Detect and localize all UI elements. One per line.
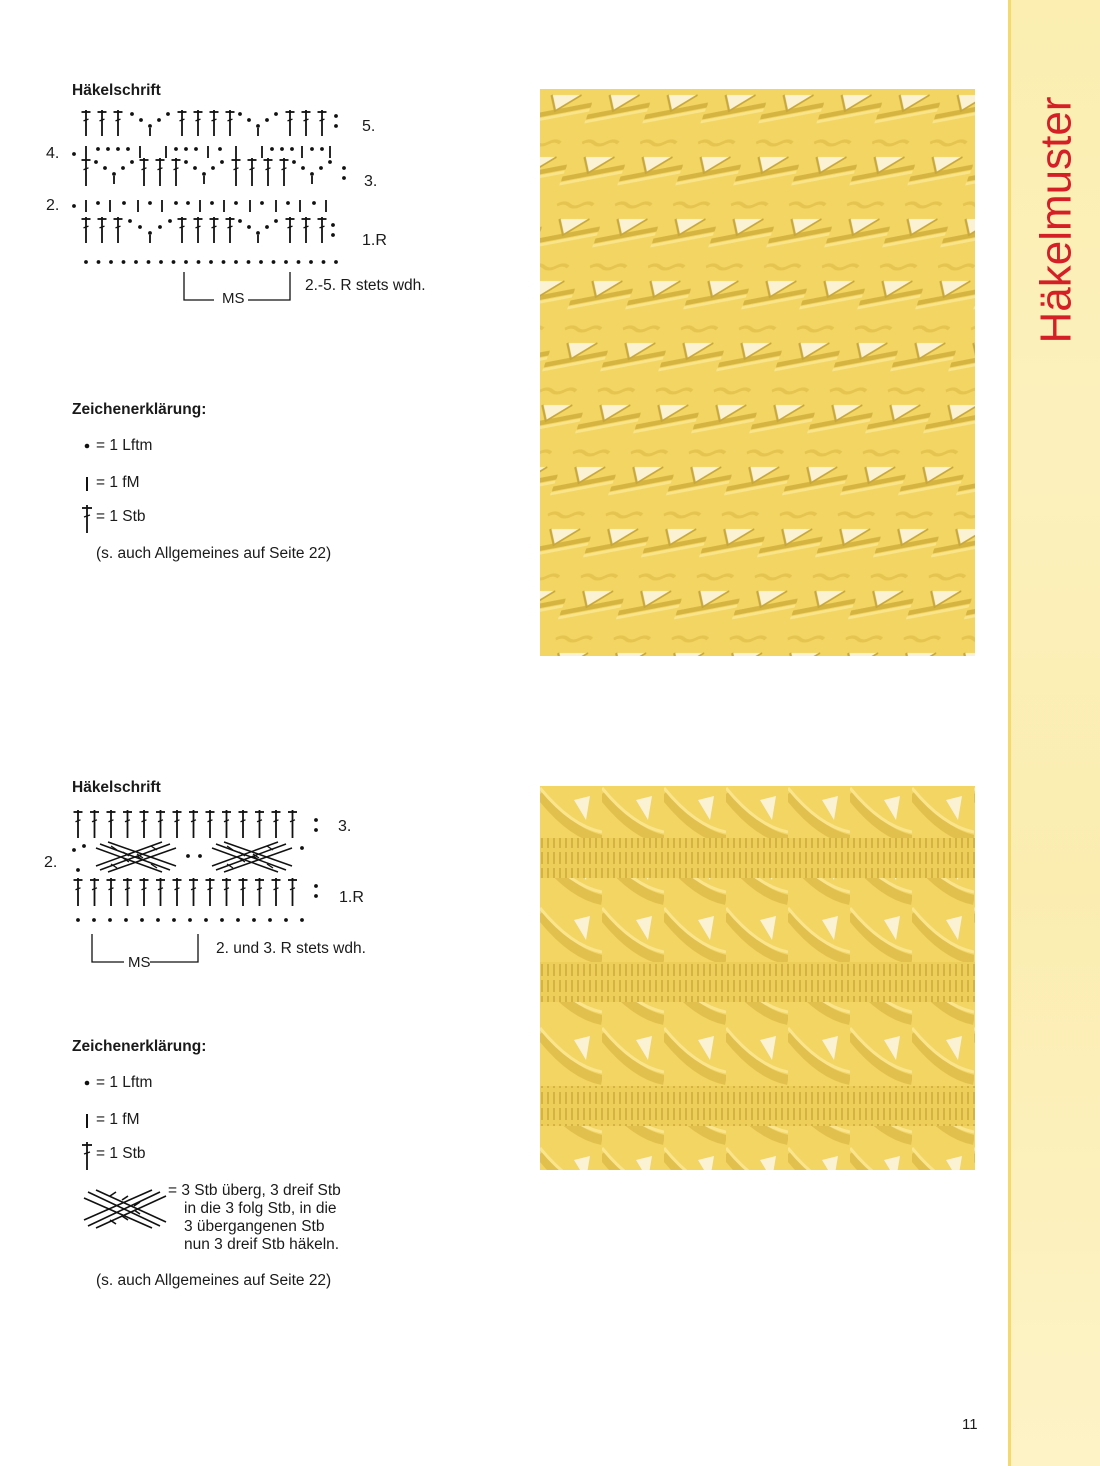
double-crochet-stitch — [210, 110, 219, 136]
double-crochet-stitch — [302, 217, 311, 243]
double-crochet-stitch — [222, 878, 231, 906]
chain-stitch — [220, 918, 224, 922]
double-crochet-stitch — [286, 217, 295, 243]
double-crochet-stitch — [178, 110, 187, 136]
double-crochet-stitch — [288, 878, 297, 906]
double-crochet-stitch — [239, 878, 248, 906]
chain-stitch — [211, 166, 215, 170]
chain-stitch — [274, 112, 278, 116]
chain-stitch — [265, 225, 269, 229]
chain-stitch — [301, 166, 305, 170]
chain-stitch — [72, 848, 76, 852]
chain-stitch — [210, 201, 214, 205]
single-crochet-icon — [78, 1110, 96, 1130]
chain-stitch — [270, 147, 274, 151]
chain-stitch — [265, 118, 269, 122]
double-crochet-stitch — [74, 878, 83, 906]
chain-stitch — [238, 219, 242, 223]
double-crochet-stitch — [255, 810, 264, 838]
chain-stitch — [112, 172, 116, 176]
chain-stitch — [158, 225, 162, 229]
chain-stitch — [193, 166, 197, 170]
double-crochet-stitch — [114, 217, 123, 243]
chain-stitch — [274, 219, 278, 223]
chain-stitch — [174, 201, 178, 205]
cross-line-1: = 3 Stb überg, 3 dreif Stb — [168, 1182, 341, 1199]
double-crochet-stitch — [172, 158, 181, 186]
chain-stitch — [124, 918, 128, 922]
double-crochet-stitch — [189, 810, 198, 838]
double-crochet-icon — [78, 504, 96, 534]
chain-stitch — [314, 884, 318, 888]
double-crochet-stitch — [178, 217, 187, 243]
repeat-note-2: 2. und 3. R stets wdh. — [216, 940, 366, 957]
row-label-2: 2. — [44, 854, 58, 871]
sidebar-title-text: Häkelmuster — [1031, 96, 1080, 344]
double-crochet-icon — [78, 1141, 96, 1171]
double-crochet-stitch — [98, 110, 107, 136]
chain-stitch — [334, 124, 338, 128]
legend-text: = 1 Stb — [96, 1145, 146, 1162]
chain-stitch — [256, 124, 260, 128]
legend-item-double-crochet — [78, 1141, 146, 1171]
chain-stitch — [331, 233, 335, 237]
double-crochet-stitch — [232, 158, 241, 186]
chain-stitch — [148, 231, 152, 235]
chain-stitch — [92, 918, 96, 922]
chain-stitch — [174, 147, 178, 151]
crossed-triple-crochet-stitch — [96, 842, 176, 872]
legend-item-single-crochet — [78, 473, 140, 493]
double-crochet-stitch — [189, 878, 198, 906]
repeat-bracket-right — [248, 272, 290, 300]
chain-stitch — [140, 918, 144, 922]
chain-stitch — [209, 260, 213, 264]
double-crochet-stitch — [280, 158, 289, 186]
chart-heading-2: Häkelschrift — [72, 779, 161, 796]
legend-footnote-2: (s. auch Allgemeines auf Seite 22) — [96, 1272, 332, 1289]
chain-stitch — [106, 147, 110, 151]
chain-stitch — [138, 225, 142, 229]
double-crochet-stitch — [140, 878, 149, 906]
section-sidebar — [1008, 0, 1100, 1466]
chain-stitch — [342, 176, 346, 180]
chain-stitch — [128, 219, 132, 223]
chain-stitch — [334, 114, 338, 118]
chain-stitch — [188, 918, 192, 922]
legend-item-double-crochet — [78, 504, 146, 534]
chain-stitch — [314, 894, 318, 898]
chain-stitch — [94, 160, 98, 164]
double-crochet-stitch — [98, 217, 107, 243]
double-crochet-stitch — [194, 110, 203, 136]
chain-stitch — [197, 260, 201, 264]
chain-stitch — [280, 147, 284, 151]
chain-stitch — [148, 124, 152, 128]
crossed-triple-crochet-stitch — [212, 842, 292, 872]
double-crochet-stitch — [107, 878, 116, 906]
double-crochet-stitch — [226, 110, 235, 136]
chain-stitch — [300, 918, 304, 922]
double-crochet-stitch — [264, 158, 273, 186]
chain-stitch — [284, 260, 288, 264]
chain-stitch — [234, 201, 238, 205]
chain-stitch — [194, 147, 198, 151]
chain-stitch — [220, 160, 224, 164]
chain-stitch — [147, 260, 151, 264]
chain-stitch — [256, 231, 260, 235]
chain-stitch — [286, 201, 290, 205]
row-label-1: 1.R — [339, 889, 364, 906]
chain-stitch — [268, 918, 272, 922]
legend-text: = 1 Stb — [96, 508, 146, 525]
chain-stitch — [334, 260, 338, 264]
chain-stitch — [184, 160, 188, 164]
chain-stitch — [97, 260, 101, 264]
chain-stitch — [314, 828, 318, 832]
chain-stitch — [184, 260, 188, 264]
chain-stitch — [328, 160, 332, 164]
chain-stitch — [72, 204, 76, 208]
chain-stitch — [116, 147, 120, 151]
chain-stitch — [314, 818, 318, 822]
chain-stitch — [238, 112, 242, 116]
chain-stitch — [198, 854, 202, 858]
cross-line-2: in die 3 folg Stb, in die — [184, 1200, 337, 1217]
double-crochet-stitch — [206, 878, 215, 906]
legend-text: = 1 fM — [96, 474, 140, 491]
crochet-swatch-photo-1 — [540, 89, 975, 656]
chain-stitch — [284, 918, 288, 922]
repeat-bracket-left — [184, 272, 214, 300]
page-number: 11 — [962, 1416, 978, 1433]
chain-stitch — [222, 260, 226, 264]
repeat-bracket-left — [92, 934, 124, 962]
chain-stitch — [184, 147, 188, 151]
chain-stitch — [234, 260, 238, 264]
double-crochet-stitch — [107, 810, 116, 838]
chain-stitch — [247, 260, 251, 264]
chain-stitch — [130, 160, 134, 164]
double-crochet-stitch — [272, 878, 281, 906]
legend-item-chain — [78, 1074, 152, 1092]
chain-stitch — [166, 112, 170, 116]
double-crochet-stitch — [173, 878, 182, 906]
chain-stitch — [109, 260, 113, 264]
sidebar-edge — [1008, 0, 1011, 1466]
legend-footnote-1: (s. auch Allgemeines auf Seite 22) — [96, 545, 332, 562]
chain-stitch — [172, 918, 176, 922]
cross-line-3: 3 übergangenen Stb — [184, 1218, 325, 1235]
legend-text: = 1 fM — [96, 1111, 140, 1128]
chain-stitch — [300, 846, 304, 850]
double-crochet-stitch — [255, 878, 264, 906]
repeat-note-1: 2.-5. R stets wdh. — [305, 277, 426, 294]
row-label-1: 1.R — [362, 232, 387, 249]
double-crochet-stitch — [140, 158, 149, 186]
chain-stitch — [148, 201, 152, 205]
row-label-4: 4. — [46, 145, 60, 162]
chain-stitch — [172, 260, 176, 264]
chain-stitch — [76, 868, 80, 872]
double-crochet-stitch — [210, 217, 219, 243]
crochet-swatch-photo-2 — [540, 786, 975, 1170]
double-crochet-stitch — [156, 878, 165, 906]
chain-stitch — [159, 260, 163, 264]
double-crochet-stitch — [288, 810, 297, 838]
chain-stitch — [157, 118, 161, 122]
double-crochet-stitch — [123, 878, 132, 906]
legend-item-chain — [78, 437, 152, 455]
double-crochet-stitch — [286, 110, 295, 136]
cross-stitch-description — [168, 1182, 341, 1254]
double-crochet-stitch — [156, 810, 165, 838]
double-crochet-stitch — [74, 810, 83, 838]
chain-stitch — [290, 147, 294, 151]
repeat-bracket-right — [150, 934, 198, 962]
double-crochet-stitch — [239, 810, 248, 838]
double-crochet-stitch — [302, 110, 311, 136]
double-crochet-stitch — [318, 217, 327, 243]
chain-stitch — [322, 260, 326, 264]
legend-item-single-crochet — [78, 1110, 140, 1130]
chain-stitch — [84, 260, 88, 264]
chain-stitch — [96, 147, 100, 151]
repeat-label-ms-2: MS — [128, 954, 151, 971]
crossed-triple-crochet-icon — [80, 1186, 170, 1230]
double-crochet-stitch — [114, 110, 123, 136]
double-crochet-stitch — [90, 810, 99, 838]
chain-stitch — [259, 260, 263, 264]
chain-dot-icon — [78, 442, 96, 450]
double-crochet-stitch — [82, 217, 91, 243]
chain-stitch — [342, 166, 346, 170]
chain-stitch — [272, 260, 276, 264]
row-label-3: 3. — [364, 173, 378, 190]
chain-stitch — [247, 225, 251, 229]
chain-stitch — [121, 166, 125, 170]
chain-stitch — [96, 201, 100, 205]
double-crochet-stitch — [156, 158, 165, 186]
double-crochet-stitch — [226, 217, 235, 243]
chain-stitch — [168, 219, 172, 223]
chain-stitch — [312, 201, 316, 205]
chain-stitch — [72, 152, 76, 156]
chain-stitch — [103, 166, 107, 170]
chain-stitch — [310, 147, 314, 151]
chain-stitch — [297, 260, 301, 264]
legend-text: = 1 Lftm — [96, 1074, 153, 1091]
double-crochet-stitch — [248, 158, 257, 186]
chain-stitch — [331, 223, 335, 227]
chain-stitch — [186, 201, 190, 205]
chain-stitch — [260, 201, 264, 205]
chain-stitch — [134, 260, 138, 264]
row-label-3: 3. — [338, 818, 352, 835]
double-crochet-stitch — [82, 110, 91, 136]
row-label-5: 5. — [362, 118, 376, 135]
chain-stitch — [292, 160, 296, 164]
chain-stitch — [202, 172, 206, 176]
double-crochet-stitch — [82, 158, 91, 186]
chain-stitch — [319, 166, 323, 170]
double-crochet-stitch — [272, 810, 281, 838]
double-crochet-stitch — [140, 810, 149, 838]
chain-stitch — [218, 147, 222, 151]
chain-stitch — [236, 918, 240, 922]
chain-stitch — [122, 201, 126, 205]
legend-title-2: Zeichenerklärung: — [72, 1038, 207, 1055]
single-crochet-icon — [78, 473, 96, 493]
cross-line-4: nun 3 dreif Stb häkeln. — [184, 1236, 340, 1253]
chain-stitch — [108, 918, 112, 922]
chain-stitch — [139, 118, 143, 122]
double-crochet-stitch — [222, 810, 231, 838]
chain-stitch — [320, 147, 324, 151]
chain-stitch — [130, 112, 134, 116]
chain-stitch — [186, 854, 190, 858]
double-crochet-stitch — [206, 810, 215, 838]
legend-title-1: Zeichenerklärung: — [72, 401, 207, 418]
repeat-label-ms-1: MS — [222, 290, 245, 307]
chain-stitch — [156, 918, 160, 922]
chain-dot-icon — [78, 1079, 96, 1087]
double-crochet-stitch — [318, 110, 327, 136]
chart-heading-1: Häkelschrift — [72, 82, 161, 99]
double-crochet-stitch — [194, 217, 203, 243]
chain-stitch — [76, 918, 80, 922]
chain-stitch — [252, 918, 256, 922]
row-label-2: 2. — [46, 197, 60, 214]
double-crochet-stitch — [173, 810, 182, 838]
chain-stitch — [247, 118, 251, 122]
double-crochet-stitch — [123, 810, 132, 838]
chain-stitch — [126, 147, 130, 151]
chain-stitch — [204, 918, 208, 922]
legend-text: = 1 Lftm — [96, 437, 153, 454]
chain-stitch — [82, 844, 86, 848]
sidebar-title — [1026, 60, 1086, 380]
double-crochet-stitch — [90, 878, 99, 906]
chain-stitch — [122, 260, 126, 264]
chain-stitch — [309, 260, 313, 264]
chain-stitch — [310, 172, 314, 176]
